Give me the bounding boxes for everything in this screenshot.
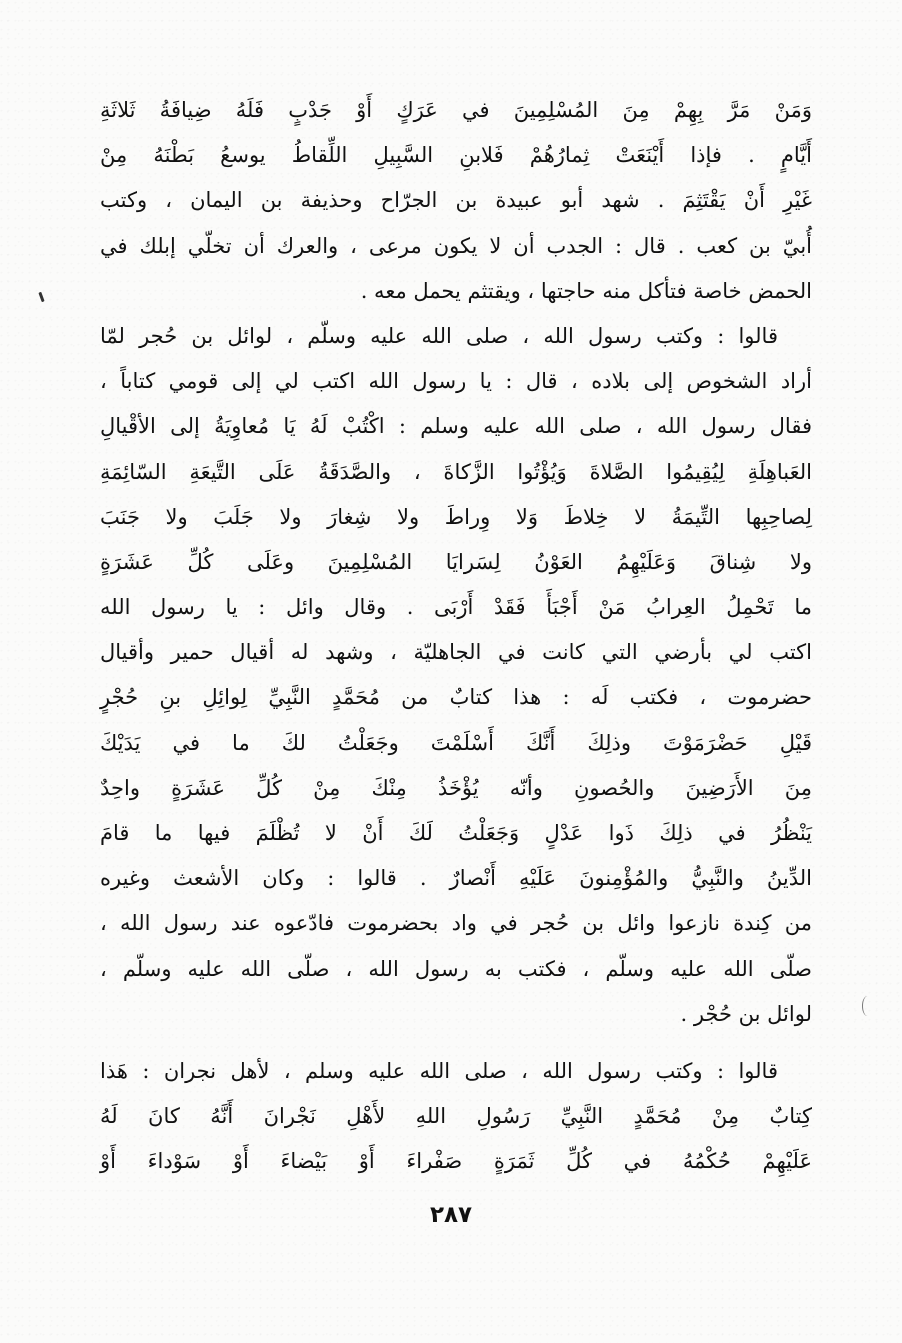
text-line: فقال رسول الله ، صلى الله عليه وسلم : اكْتُبْ لَهُ يَا مُعاوِيَةُ إلى الأقْيالِ xyxy=(100,414,812,439)
text-line: حضرموت ، فكتب لَه : هذا كتابٌ من مُحَمَّدٍ النَّبِيِّ لِوائِلِ بنِ حُجْرٍ xyxy=(100,685,812,710)
text-line: غَيْرِ أَنْ يَقْتَثِمَ . شهد أبو عبيدة بن الجرّاح وحذيفة بن اليمان ، وكتب xyxy=(100,188,812,213)
text-line: قَيْلِ حَضْرَمَوْتَ وذلِكَ أَنَّكَ أَسْلَمْتَ وجَعَلْتُ لكَ ما في يَدَيْكَ xyxy=(100,730,812,755)
margin-mark xyxy=(38,292,44,302)
text-line: اكتب لي بأرضي التي كانت في الجاهليّة ، وشهد له أقيال حمير وأقيال xyxy=(100,640,812,665)
text-line: أُبيّ بن كعب . قال : الجدب أن لا يكون مرعى ، والعرك أن تخلّي إبلك في xyxy=(100,233,812,258)
text-line: كِتابٌ مِنْ مُحَمَّدٍ النَّبِيِّ رَسُولِ اللهِ لأَهْلِ نَجْرانَ أَنَّهُ كانَ لَهُ xyxy=(100,1104,812,1129)
text-line: لِصاحِبِها التِّيمَةُ لا خِلاطَ وَلا وِراطَ ولا شِغارَ ولا جَلَبَ ولا جَنَبَ xyxy=(100,504,812,529)
text-line: الدِّينُ والنَّبِيُّ والمُؤْمِنونَ عَلَيْهِ أَنْصارٌ . قالوا : وكان الأشعث وغيره xyxy=(100,866,812,891)
text-line: أراد الشخوص إلى بلاده ، قال : يا رسول الله اكتب لي إلى قومي كتاباً ، xyxy=(100,369,812,394)
text-line: الحمض خاصة فتأكل منه حاجتها ، ويقتثم يحمل معه . xyxy=(360,278,812,303)
text-line: وَمَنْ مَرَّ بِهِمْ مِنَ المُسْلِمِينَ في عَرَكٍ أَوْ جَدْبٍ فَلَهُ ضِيافَةُ ثَلاثَةِ xyxy=(100,98,812,122)
text-line: ولا شِناقَ وَعَلَيْهِمُ العَوْنُ لِسَرايَا المُسْلِمِينَ وعَلَى كُلِّ عَشَرَةٍ xyxy=(100,549,812,574)
paragraph-gap xyxy=(100,1037,812,1049)
paragraph-start-line: قالوا : وكتب رسول الله ، صلى الله عليه وسلّم ، لوائل بن حُجر لمّا xyxy=(100,323,778,348)
text-line: لوائل بن حُجْر . xyxy=(680,1001,812,1026)
text-line: مِنَ الأَرَضِينَ والحُصونِ وأنّه يُؤْخَذُ مِنْكَ مِنْ كُلِّ عَشَرَةٍ واحِدٌ xyxy=(100,775,813,800)
page-number: ٢٨٧ xyxy=(429,1202,473,1228)
text-line: يَنْظُرُ في ذلِكَ ذَوا عَدْلٍ وَجَعَلْتُ لَكَ أَنْ لا تُظْلَمَ فيها ما قامَ xyxy=(100,821,812,845)
text-line: أَيَّامٍ . فإذا أَيْنَعَتْ ثِمارُهُمْ فَلابنِ السَّبِيلِ اللِّقاطُ يوسعُ بَطْنَهُ مِنْ xyxy=(100,143,812,168)
body-text xyxy=(100,88,812,1185)
text-line: ما تَحْمِلُ العِرابُ مَنْ أَجْبَأَ فَقَدْ أَرْبَى . وقال وائل : يا رسول الله xyxy=(100,595,812,620)
text-line: من كِندة نازعوا وائل بن حُجر في واد بحضرموت فادّعوه عند رسول الله ، xyxy=(100,911,812,936)
text-line: صلّى الله عليه وسلّم ، فكتب به رسول الله ، صلّى الله عليه وسلّم ، xyxy=(100,956,812,981)
margin-bracket-mark xyxy=(862,996,873,1016)
text-line: العَباهِلَةِ لِيُقِيمُوا الصَّلاةَ وَيُؤْتُوا الزَّكاةَ ، والصَّدَقَةُ عَلَى التَّيعَةِ السّائِمَةِ xyxy=(100,459,812,484)
paragraph-start-line: قالوا : وكتب رسول الله ، صلى الله عليه وسلم ، لأهل نجران : هَذا xyxy=(100,1058,778,1083)
text-line: عَلَيْهِمْ حُكْمُهُ في كُلِّ ثَمَرَةٍ صَفْراءَ أَوْ بَيْضاءَ أَوْ سَوْداءَ أَوْ xyxy=(100,1149,812,1174)
